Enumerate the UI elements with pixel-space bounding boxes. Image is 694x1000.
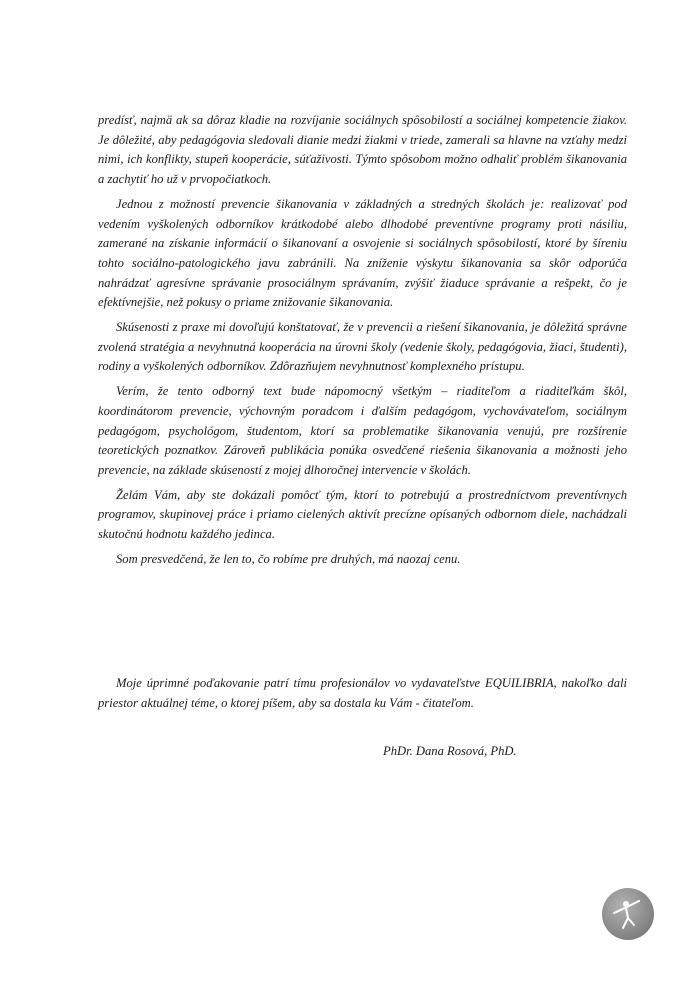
acknowledgement-text: Moje úprimné poďakovanie patrí tímu profesionálov vo vydavateľstve EQUILIBRIA, nakoľko dali priestor aktuálnej téme, o ktorej píšem, aby sa dostala ku Vám - čitateľom. bbox=[98, 676, 627, 710]
paragraph-2: Jednou z možností prevencie šikanovania v základných a stredných školách je: realizovať pod vedením vyškolených odborníkov krátkodobé alebo dlhodobé preventívne programy proti násiliu, zamerané na získanie informácií o šikanovaní a osvojenie si sociálnych spôsobilostí, ktoré by šíreniu tohto sociálno-patologického javu zabránili. Na zníženie výskytu šikanovania sa skôr odporúča nahrádzať agresívne správanie prosociálnym správaním, zvýšiť žiaducе správanie a rešpekt, čo je efektívnejšie, než pokusy o priame znižovanie šikanovania. bbox=[98, 196, 627, 310]
paragraph-1: predísť, najmä ak sa dôraz kladie na rozvíjanie sociálnych spôsobilostí a sociálnej kompetencie žiakov. Je dôležité, aby pedagógovia sledovali dianie medzi žiakmi v triede, zamerali sa hlavne na vzťahy medzi nimi, ich konflikty, stupeň kooperácie, súťaživosti. Týmto spôsobom možno odhaliť problém šikanovania a zachytiť ho už v prvopočiatkoch. bbox=[98, 113, 627, 187]
equilibria-figure-icon bbox=[601, 887, 655, 941]
paragraph-5: Želám Vám, aby ste dokázali pomôcť tým, ktorí to potrebujú a prostredníctvom preventívnych programov, skupinovej práce i priamo cielených aktivít precízne opísaných odbornom diele, nachádzali skutočnú hodnotu každého jedinca. bbox=[98, 487, 627, 542]
document-body bbox=[98, 111, 627, 574]
author-signature: PhDr. Dana Rosová, PhD. bbox=[383, 744, 517, 758]
paragraph-4: Verím, že tento odborný text bude nápomocný všetkým – riaditeľom a riaditeľkám škôl, koordinátorom prevencie, výchovným poradcom i ďalším pedagógom, vychovávateľom, sociálnym pedagógom, psychológom, študentom, ktorí sa problematike šikanovania venujú, pre rozšírenie teoretických poznatkov. Zároveň publikácia ponúka osvedčené riešenia šikanovania a možnosti jeho prevencie, na základe skúseností z mojej dlhoročnej intervencie v školách. bbox=[98, 384, 627, 477]
acknowledgement-block bbox=[98, 674, 627, 718]
paragraph-6: Som presvedčená, že len to, čo robíme pre druhých, má naozaj cenu. bbox=[116, 551, 461, 566]
paragraph-3: Skúsenosti z praxe mi dovoľujú konštatovať, že v prevencii a riešení šikanovania, je dôležitá správne zvolená stratégia a nevyhnutná kooperácia na úrovni školy (vedenie školy, pedagógovia, žiaci, študenti), rodiny a vyškolených odborníkov. Zdôrazňujem nevyhnutnosť komplexného prístupu. bbox=[98, 320, 627, 374]
